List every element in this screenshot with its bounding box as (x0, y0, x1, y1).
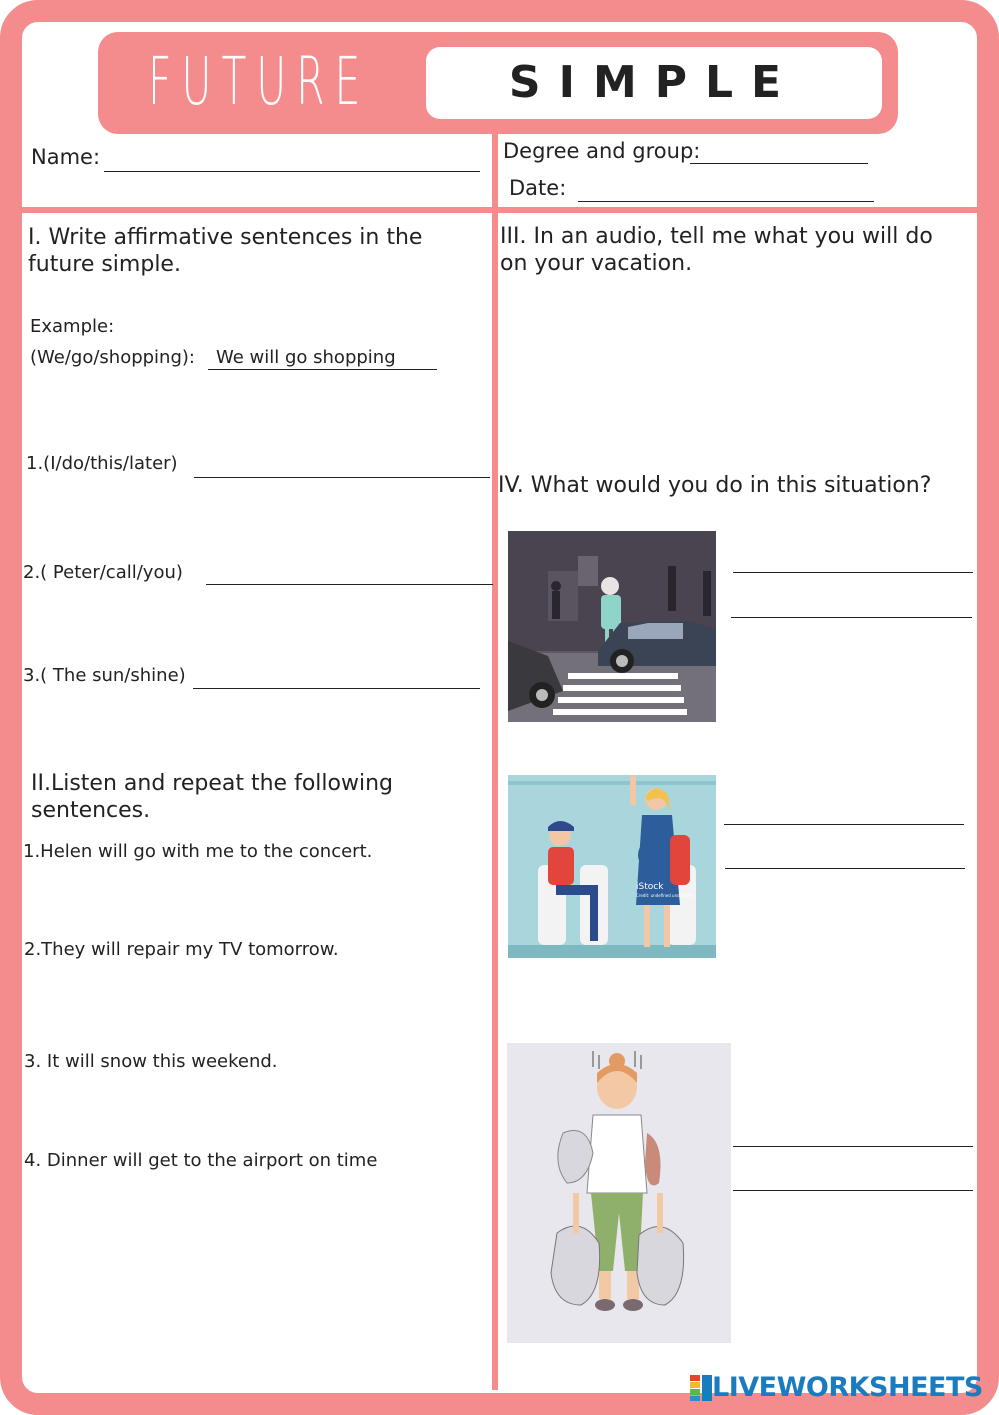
title-future: FUTURE (148, 43, 371, 120)
example-prompt: (We/go/shopping): (30, 347, 195, 368)
s1-answer-1[interactable] (194, 477, 490, 478)
img1-answer-1[interactable] (733, 572, 973, 573)
degree-label: Degree and group: (503, 139, 701, 163)
degree-field[interactable] (690, 163, 868, 164)
istock-watermark: iStock (636, 882, 664, 892)
img2-answer-1[interactable] (724, 824, 964, 825)
example-answer-line (208, 369, 437, 370)
s2-item-1: 1.Helen will go with me to the concert. (23, 841, 373, 862)
img3-answer-1[interactable] (733, 1146, 973, 1147)
liveworksheets-logo-text: LIVEWORKSHEETS (712, 1372, 983, 1403)
section1-heading: I. Write affirmative sentences in the future simple. (28, 225, 423, 277)
img3-answer-2[interactable] (733, 1190, 973, 1191)
section3-heading: III. In an audio, tell me what you will do on your vacation. (500, 224, 933, 276)
s2-item-3: 3. It will snow this weekend. (24, 1051, 278, 1072)
header-divider (22, 207, 977, 213)
name-field[interactable] (104, 171, 480, 172)
liveworksheets-logo (690, 1372, 983, 1403)
s2-item-2: 2.They will repair my TV tomorrow. (24, 939, 339, 960)
title-simple: SIMPLE (508, 57, 800, 108)
section4-heading: IV. What would you do in this situation? (498, 473, 932, 498)
example-answer: We will go shopping (216, 347, 396, 368)
liveworksheets-logo-icon (690, 1375, 712, 1401)
bus-pregnant-woman-image (508, 775, 716, 958)
example-label: Example: (30, 316, 115, 337)
s1-answer-3[interactable] (193, 688, 480, 689)
date-label: Date: (509, 176, 567, 200)
woman-carrying-heavy-bags-image (507, 1043, 731, 1343)
name-label: Name: (31, 145, 101, 169)
img1-answer-2[interactable] (731, 617, 972, 618)
section2-heading: II.Listen and repeat the following sentences. (31, 771, 393, 823)
s1-item-2: 2.( Peter/call/you) (23, 562, 183, 583)
istock-credit: Credit: undefined undefined (636, 893, 693, 898)
img2-answer-2[interactable] (725, 868, 965, 869)
date-field[interactable] (578, 201, 874, 202)
s1-answer-2[interactable] (206, 584, 493, 585)
s1-item-3: 3.( The sun/shine) (23, 665, 186, 686)
street-crossing-elderly-woman-image (508, 531, 716, 722)
column-divider (492, 134, 498, 1390)
s2-item-4: 4. Dinner will get to the airport on time (24, 1150, 378, 1171)
s1-item-1: 1.(I/do/this/later) (26, 453, 178, 474)
